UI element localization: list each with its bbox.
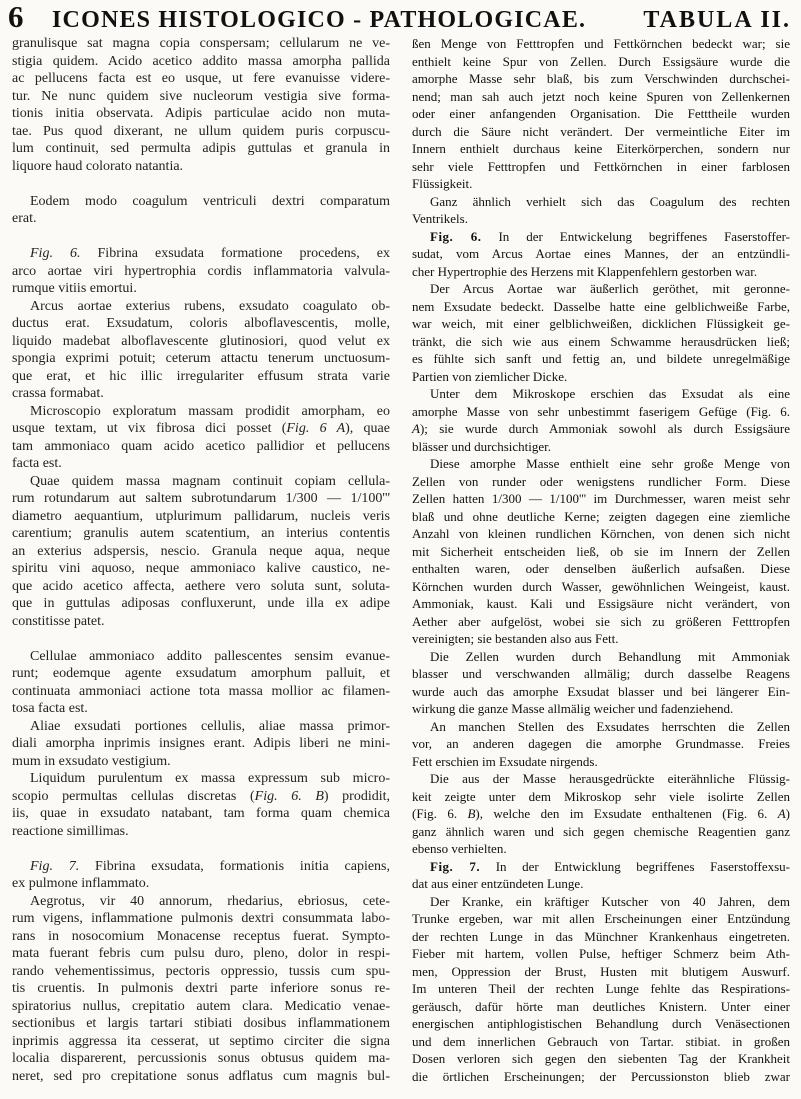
paragraph (412, 280, 790, 385)
text-line: es fühlte sich sanft und fettig an, und bildete unregelmäßige (412, 351, 790, 366)
text-line: wurde auch das amorphe Exsudat blasser und bei längerer Ein- (412, 683, 790, 699)
text-line: Die aus der Masse herausgedrückte eiterähnliche Flüssig- (430, 771, 790, 786)
text-line (412, 420, 790, 438)
text-line: mit Sicherheit entscheiden ließ, ob sie im Innern der Zellen (412, 543, 790, 559)
emphasized-text: A (777, 806, 786, 821)
text-line: mata fuerant febris cum pulsu duro, pleno, dolor in respi- (12, 946, 390, 961)
latin-text-column (12, 35, 390, 1085)
text-segment: Fibrina exsudata formatione procedens, ex (80, 246, 390, 261)
text-line: Liquidum purulentum ex massa expressum sub micro- (30, 771, 390, 786)
text-line: erat. (12, 211, 37, 226)
text-line: diametro aequantium, utplurimum pallidarum, nucleis veris (12, 508, 390, 524)
text-line: Flüssigkeit. (412, 176, 473, 191)
text-line: Der Arcus Aortae war äußerlich geröthet, mit geronne- (430, 281, 790, 296)
paragraph (412, 648, 790, 718)
text-line: Ganz ähnlich verhielt sich das Coagulum des rechten (430, 193, 790, 209)
page-number: 6 (8, 0, 24, 34)
text-line: Anzahl von kleinen rundlichen Körnchen, von denen sich nicht (412, 526, 790, 541)
emphasized-text: B (467, 806, 476, 821)
text-line: Partien von ziemlicher Dicke. (412, 368, 568, 384)
text-line: Ammoniak, kaust. Kali und Essigsäure nicht verändert, von (412, 596, 790, 611)
text-line: rando vehementissimus, pectoris oppressio, tussis cum spu- (12, 963, 390, 979)
text-line: Quae quidem massa magnam continuit copiam cellula- (30, 473, 390, 489)
text-line: men, Oppression der Brust, Husten mit blutigem Auswurf. (412, 963, 790, 979)
emphasized-text: Fig. 7. (30, 858, 80, 874)
text-line: blasser und verschwanden allmälig; durch dasselbe Reagens (412, 666, 790, 681)
text-line: carentium; granulis autem scatentium, an interius contentis (12, 526, 390, 541)
paragraph (12, 403, 390, 473)
text-line: der rechten Lunge in das Münchner Krankenhaus eingetreten. (412, 928, 790, 944)
text-line: liquido madebat alboflavescente glutinosiori, quod velut ex (12, 333, 390, 349)
text-line: tis cruentis. In pulmonis dextri parte inferiore sonus re- (12, 981, 390, 996)
text-line: dat aus einer entzündeten Lunge. (412, 876, 584, 891)
text-line: Zellen von runder oder wenigstens rundlicher Form. Diese (412, 473, 790, 489)
text-line: rum rotundarum aut saltem subrotundarum 1/300 — 1/100''' (12, 491, 390, 506)
text-line (12, 420, 390, 438)
german-text-column (412, 35, 790, 1085)
text-line: crassa formabat. (12, 386, 104, 401)
text-line: durch die Säure nicht verändert. Der vermeintliche Eiter im (412, 123, 790, 139)
text-line: Im unteren Theil der rechten Lunge fehlte das Respirations- (412, 981, 790, 996)
text-line: tionis initia observata. Adipis particulae acido non muta- (12, 106, 390, 121)
text-line: tur. Ne nunc quidem sive nucleorum vestigia sive forma- (12, 88, 390, 104)
text-line: die örtlichen Erscheinungen; der Percussionston blieb zwar (412, 1068, 790, 1084)
paragraph (412, 35, 790, 193)
text-line: Microscopio exploratum massam prodidit amorpham, eo (30, 403, 390, 419)
text-line: diali amorpha inprimis insignes erant. Adipis liberi ne mini- (12, 736, 390, 751)
text-line: inprimis aggressa ita cesserat, ut septimo circiter die signa (12, 1033, 390, 1049)
text-segment: usque textam, ut vix fibrosa dici posset ( (12, 421, 287, 436)
text-line: que in guttulas adiposas confluxerunt, unde illa ex adipe (12, 596, 390, 611)
text-line: oder einer anfangenden Organisation. Die Fetttheile wurden (412, 106, 790, 121)
emphasized-text: Fig. 6. (30, 246, 81, 261)
text-line: lum continuit, sed permulta adipis guttulas et granula in (12, 141, 390, 156)
text-line: iis, quae in exsudato natabant, tam forma quam chemica (12, 806, 390, 821)
paragraph (12, 718, 390, 771)
text-line: ßen Menge von Fetttropfen und Fettkörnchen bedeckt war; sie (412, 36, 790, 51)
plate-label: TABULA II. (643, 7, 791, 33)
text-line: facta est. (12, 456, 62, 471)
text-segment: (Fig. 6. (412, 806, 468, 821)
emphasized-text: Fig. 7. (430, 858, 481, 874)
text-line: que erat, et hic illic irregulariter effusum strata varie (12, 368, 390, 384)
text-line: tam ammoniaco quam acido acetico pallidior et pellucens (12, 438, 390, 454)
emphasized-text: A (412, 421, 420, 436)
text-line: spiritu vini aquoso, neque ammoniaco kalive caustico, ne- (12, 561, 390, 576)
text-line: Fieber mit hartem, vollen Pulse, heftiger Schmerz beim Ath- (412, 946, 790, 961)
paragraph (12, 298, 390, 403)
text-line: an exterius adspersis, nescio. Granula neque aqua, neque (12, 543, 390, 559)
text-line: Die Zellen wurden durch Behandlung mit Ammoniak (430, 648, 790, 664)
paragraph (12, 473, 390, 631)
text-line: continuata ammoniaci actione tota massa mollior ac filamen- (12, 683, 390, 699)
paragraph (12, 648, 390, 718)
text-line: Cellulae ammoniaco addito pallescentes sensim evanue- (30, 648, 390, 664)
text-segment: In der Entwicklung begriffenes Faserstoffexsu- (480, 858, 790, 874)
text-segment: ) prodidit, (323, 788, 390, 804)
text-line: Aegrotus, vir 40 annorum, rhedarius, ebriosus, cete- (30, 893, 390, 909)
text-line: Der Kranke, ein kräftiger Kutscher von 40 Jahren, dem (430, 893, 790, 909)
text-line: sehr viele Fetttropfen und Fettkörnchen in einer farblosen (412, 158, 790, 174)
text-line: liquore haud colorato natantia. (12, 158, 184, 174)
text-line: reactione simillimas. (12, 823, 129, 839)
text-line: tae. Pus quod dixerant, ne ullum quidem puris corpuscu- (12, 123, 390, 139)
paragraph (12, 770, 390, 840)
paragraph (412, 718, 790, 771)
text-line: tosa facta est. (12, 701, 88, 716)
text-segment: ), quae (345, 421, 390, 436)
emphasized-text: Fig. 6 A (286, 421, 346, 436)
text-line: Körnchen wurden durch Wasser, gewöhnlichen Weingeist, kaust. (412, 578, 790, 594)
emphasized-text: Fig. 6. (430, 228, 482, 244)
text-line: ebenso verhielten. (412, 841, 507, 856)
text-line: ductus erat. Exsudatum, coloris alboflavescentis, molle, (12, 316, 390, 331)
text-line: blässer und durchsichtiger. (412, 438, 551, 454)
text-line: ganz ähnlich waren und sich gegen chemische Reagentien ganz (412, 823, 790, 839)
paragraph (12, 35, 390, 175)
text-line: Trunke ergeben, war mit allen Erscheinungen einer Entzündung (412, 911, 790, 926)
text-line: war weich, mit einer gelblichweißen, dicklichen Flüssigkeit ge- (412, 316, 790, 331)
paragraph (412, 385, 790, 455)
paragraph (412, 193, 790, 228)
text-line: ac pellucens facta est eo usque, ut fere evanuisse videre- (12, 71, 390, 86)
text-line: que acido acetico affecta, aethere vero soluta sunt, soluta- (12, 578, 390, 594)
text-line: nem Exsudate bedeckt. Dasselbe hatte eine gelblichweiße Farbe, (412, 298, 790, 314)
paragraph (412, 770, 790, 858)
text-line: Innern enthielt durchaus keine Eiterkörperchen, sondern nur (412, 141, 790, 156)
page-title: ICONES HISTOLOGICO - PATHOLOGICAE. (52, 7, 587, 33)
text-line: Dosen verloren sich gegen den siebenten Tag der Krankheit (412, 1051, 790, 1066)
text-line (12, 788, 390, 806)
text-line (12, 245, 390, 263)
paragraph (412, 893, 790, 1086)
figure-heading (412, 228, 790, 281)
text-line: geräusch, dafür hörte man deutliches Knistern. Unter einer (412, 998, 790, 1014)
text-line (412, 228, 790, 246)
text-line: vereinigten; sie bestanden also aus Fett. (412, 631, 619, 646)
text-line (412, 805, 790, 823)
text-line: rans in nosocomium Monacense receptus fuerat. Sympto- (12, 928, 390, 944)
paragraph (12, 193, 390, 228)
text-line: arco aortae viri hypertrophia cordis inflammatoria valvula- (12, 263, 390, 279)
text-line: neret, sed pro crepitatione sonus adflatus cum magnis bul- (12, 1068, 390, 1084)
text-segment: Fibrina exsudata, formationis initia capiens, (79, 858, 390, 874)
text-line: stigia quidem. Acido acetico addito massa amorpha pallida (12, 53, 390, 69)
text-line: tränkt, die sich wie aus einem Schwamme herausdrücken ließ; (412, 333, 790, 349)
text-line: Fett erschien im Exsudate nirgends. (412, 753, 598, 769)
text-line: Aliae exsudati portiones cellulis, aliae massa primor- (30, 718, 390, 734)
paragraph (12, 893, 390, 1086)
text-segment: scopio permultas cellulas discretas ( (12, 788, 255, 804)
text-line: Ventrikels. (412, 211, 468, 226)
text-line: keit zeigte unter dem Mikroskop sehr viele isolirte Zellen (412, 788, 790, 804)
text-line: sectionibus et largis tartari stibiati dosibus inflammationem (12, 1016, 390, 1031)
text-line: vor, an anderen dagegen die amorphe Grundmasse. Freies (412, 736, 790, 751)
text-line (12, 858, 390, 876)
text-line: und dem innerlichen Gebrauch von Tartar. stibiat. in großen (412, 1033, 790, 1049)
text-line: localia disparerent, percussionis sonus obtusus quidem ma- (12, 1051, 390, 1066)
text-line: Diese amorphe Masse enthielt eine sehr große Menge von (430, 456, 790, 471)
text-line: Zellen hatten 1/300 — 1/100''' im Durchmesser, waren meist sehr (412, 491, 790, 506)
text-line: rumque vitiis emortui. (12, 281, 137, 296)
figure-heading (12, 858, 390, 893)
text-line (412, 858, 790, 876)
text-line: Eodem modo coagulum ventriculi dextri comparatum (30, 193, 390, 209)
text-line: runt; eodemque agente exsudatum amorphum palluit, et (12, 666, 390, 681)
text-line: sudat, vom Arcus Aortae eines Mannes, der an entzündli- (412, 246, 790, 261)
text-line: blaß und ohne deutliche Kerne; zeigten dagegen eine ziemliche (412, 508, 790, 524)
figure-heading (412, 858, 790, 893)
text-line: Arcus aortae exterius rubens, exsudato coagulato ob- (30, 298, 390, 314)
text-line: constitisse patet. (12, 613, 105, 629)
text-line: enthielt keine Spur von Zellen. Durch Essigsäure wurde die (412, 53, 790, 69)
text-segment: ), welche den im Exsudate enthaltenen (Fig. 6. (475, 806, 778, 821)
text-line: nend; man sah auch jetzt noch keine Spuren von Zellenkernen (412, 88, 790, 104)
text-segment: ) (785, 806, 791, 821)
figure-heading (12, 245, 390, 298)
text-line: granulisque sat magna copia conspersam; cellularum ne ve- (12, 36, 390, 51)
text-segment: ); sie wurde durch Ammoniak sowohl als durch Essigsäure (419, 421, 790, 436)
paragraph (412, 455, 790, 648)
text-line: spongia exprimi potuit; ceterum attactu tenerum unctuosum- (12, 351, 390, 366)
text-line: An manchen Stellen des Exsudates herrschten die Zellen (430, 718, 790, 734)
text-line: amorphe Masse sehr blaß, bis zum Verschwinden durchschei- (412, 71, 790, 86)
text-line: rum vigens, inflammatione pulmonis dextri consummata labo- (12, 911, 390, 926)
text-line: cher Hypertrophie des Herzens mit Klappenfehlern gestorben war. (412, 263, 758, 279)
text-line: spiratorius nullus, crepitatio autem clara. Medicatio venae- (12, 998, 390, 1014)
text-line: Aether aber aufgelöst, wobei sie sich zu größeren Fetttropfen (412, 613, 790, 629)
text-segment: In der Entwickelung begriffenes Faserstoffer- (481, 228, 790, 244)
text-line: enthalten waren, oder denselben äußerlich aufsaßen. Diese (412, 561, 790, 576)
text-line: mum in exsudato vestigium. (12, 753, 171, 769)
text-line: wirkung die ganze Masse allmälig weicher und fadenziehend. (412, 701, 734, 716)
text-line: energischen antiphlogistischen Behandlung durch Venäsectionen (412, 1016, 790, 1031)
text-line: ex pulmone inflammato. (12, 876, 150, 891)
text-line: amorphe Masse von sehr unbestimmt faserigem Gefüge (Fig. 6. (412, 403, 790, 419)
text-line: Unter dem Mikroskope erschien das Exsudat als eine (430, 386, 790, 401)
emphasized-text: Fig. 6. B (254, 788, 324, 804)
